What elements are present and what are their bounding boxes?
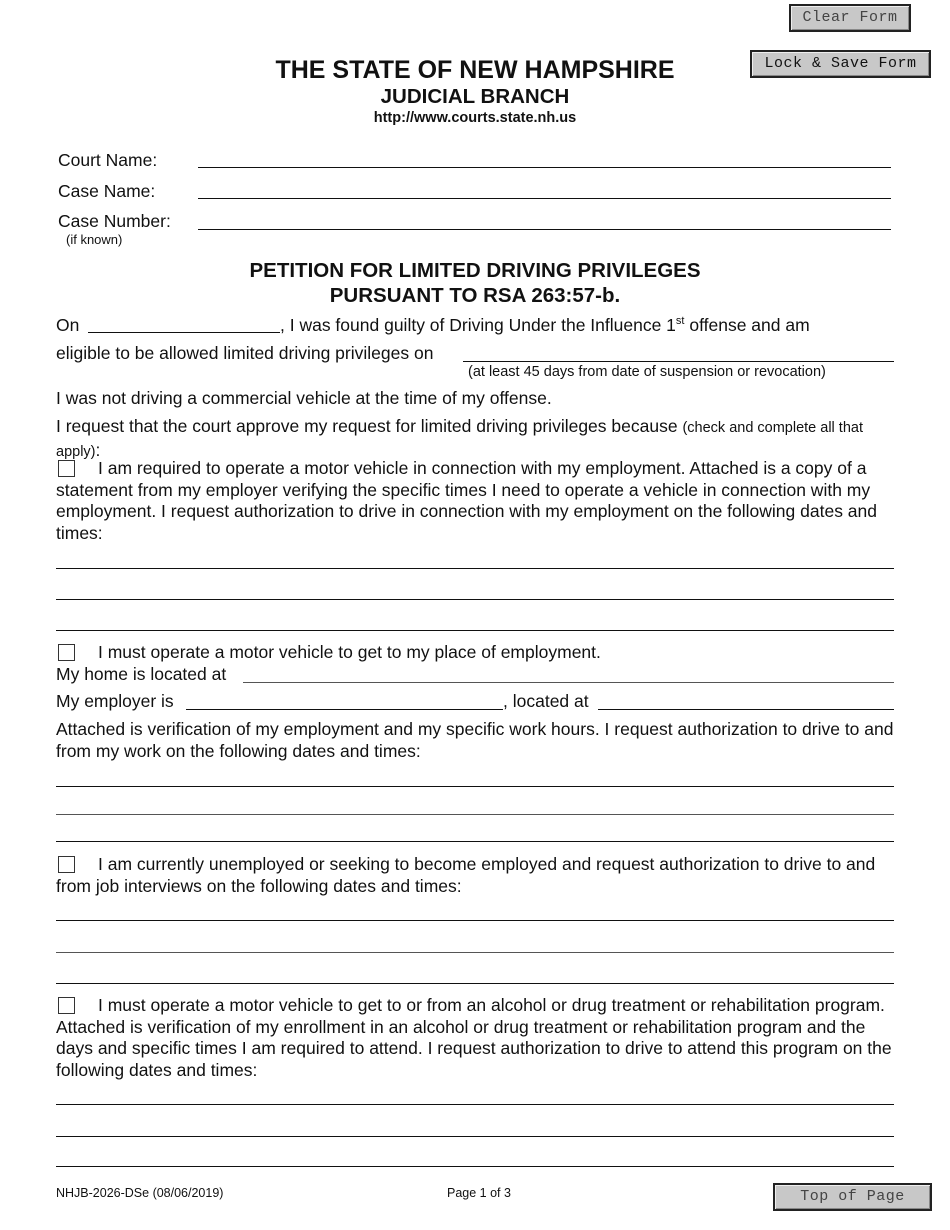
eligible-date-field[interactable] — [463, 361, 894, 362]
case-name-label: Case Name: — [58, 181, 156, 201]
home-address-field[interactable] — [243, 682, 894, 683]
clear-form-button[interactable]: Clear Form — [789, 4, 911, 32]
conviction-date-field[interactable] — [88, 332, 280, 333]
page-number: Page 1 of 3 — [447, 1186, 511, 1200]
employment-times-line-1[interactable] — [56, 568, 894, 569]
commute-times-line-2[interactable] — [56, 814, 894, 815]
court-name-field[interactable] — [198, 167, 891, 168]
not-commercial-statement: I was not driving a commercial vehicle at the time of my offense. — [56, 388, 552, 408]
petition-subtitle: PURSUANT TO RSA 263:57-b. — [329, 284, 621, 307]
court-name-label: Court Name: — [58, 150, 158, 170]
home-label: My home is located at — [56, 664, 227, 684]
employment-times-line-3[interactable] — [56, 630, 894, 631]
state-heading: THE STATE OF NEW HAMPSHIRE — [275, 56, 675, 84]
eligible-label: eligible to be allowed limited driving privileges on — [56, 343, 434, 363]
commute-checkbox[interactable] — [58, 644, 75, 661]
lock-save-form-button[interactable]: Lock & Save Form — [750, 50, 931, 78]
top-of-page-button[interactable]: Top of Page — [773, 1183, 932, 1211]
petition-title: PETITION FOR LIMITED DRIVING PRIVILEGES — [249, 259, 701, 282]
interview-times-line-3[interactable] — [56, 983, 894, 984]
case-number-label: Case Number: — [58, 211, 171, 231]
court-url[interactable]: http://www.courts.state.nh.us — [373, 110, 577, 126]
treatment-times-line-2[interactable] — [56, 1136, 894, 1137]
interview-times-line-2[interactable] — [56, 952, 894, 953]
guilty-statement: , I was found guilty of Driving Under the Influence 1st offense and am — [280, 315, 810, 335]
treatment-times-line-3[interactable] — [56, 1166, 894, 1167]
treatment-times-line-1[interactable] — [56, 1104, 894, 1105]
employment-times-line-2[interactable] — [56, 599, 894, 600]
case-number-field[interactable] — [198, 229, 891, 230]
on-label: On — [56, 315, 80, 335]
treatment-option-text: I must operate a motor vehicle to get to or from an alcohol or drug treatment or rehabilitation program. Attached is verification of my enrollment in an alcohol or drug treatment or rehabilitation program and the days and specific times I am required to attend. I request authorization to drive to attend this program on the following dates and times: — [56, 995, 892, 1080]
form-id: NHJB-2026-DSe (08/06/2019) — [56, 1186, 224, 1200]
branch-heading: JUDICIAL BRANCH — [380, 85, 570, 108]
request-statement: I request that the court approve my request for limited driving privileges because (check and complete all that apply): — [56, 416, 863, 460]
if-known-note: (if known) — [66, 232, 123, 247]
unemployed-option-text: I am currently unemployed or seeking to become employed and request authorization to drive to and from job interviews on the following dates and times: — [56, 854, 876, 896]
commute-times-line-3[interactable] — [56, 841, 894, 842]
commute-times-line-1[interactable] — [56, 786, 894, 787]
employment-option-text: I am required to operate a motor vehicle in connection with my employment. Attached is a copy of a statement from my employer verifying the specific times I need to operate a vehicle in connection with my employment. I request authorization to drive in connection with my employment on the following dates and times: — [56, 458, 878, 543]
case-name-field[interactable] — [198, 198, 891, 199]
commute-option-text: I must operate a motor vehicle to get to my place of employment. — [98, 642, 601, 662]
employer-address-field[interactable] — [598, 709, 894, 710]
employer-label: My employer is — [56, 691, 174, 711]
employer-name-field[interactable] — [186, 709, 503, 710]
days-note: (at least 45 days from date of suspension or revocation) — [468, 364, 826, 380]
interview-times-line-1[interactable] — [56, 920, 894, 921]
located-label: , located at — [503, 691, 589, 711]
verification-text: Attached is verification of my employment and my specific work hours. I request authorization to drive to and from my work on the following dates and times: — [56, 719, 894, 761]
